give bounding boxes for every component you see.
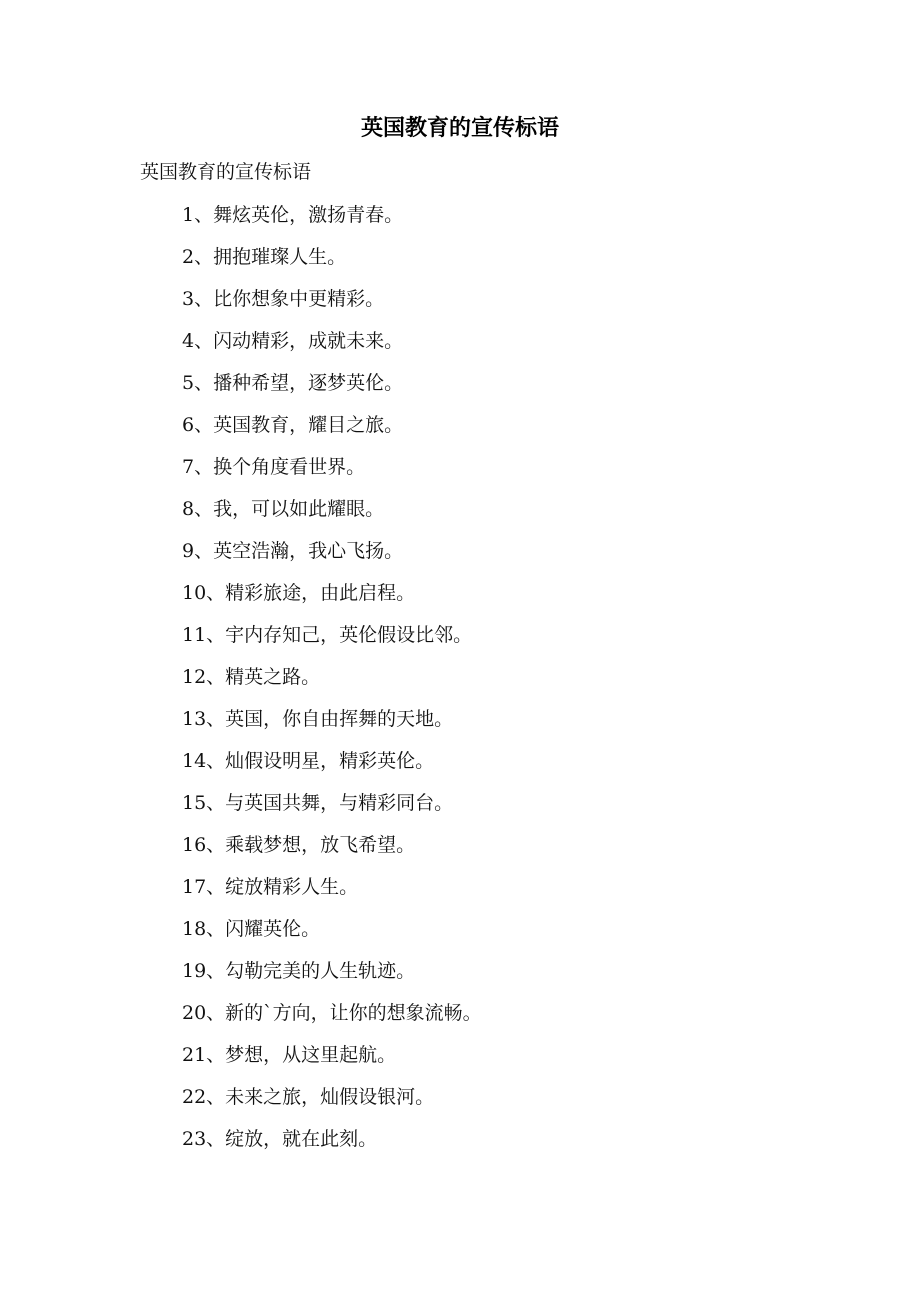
slogan-item: 14、灿假设明星，精彩英伦。 bbox=[182, 750, 435, 772]
document-subtitle: 英国教育的宣传标语 bbox=[140, 161, 312, 183]
slogan-item: 5、播种希望，逐梦英伦。 bbox=[182, 372, 404, 394]
slogan-item: 16、乘载梦想，放飞希望。 bbox=[182, 834, 416, 856]
slogan-item: 7、换个角度看世界。 bbox=[182, 456, 366, 478]
slogan-item: 11、宇内存知己，英伦假设比邻。 bbox=[182, 624, 473, 646]
slogan-item: 9、英空浩瀚，我心飞扬。 bbox=[182, 540, 404, 562]
slogan-item: 22、未来之旅，灿假设银河。 bbox=[182, 1086, 435, 1108]
slogan-item: 15、与英国共舞，与精彩同台。 bbox=[182, 792, 454, 814]
slogan-item: 4、闪动精彩，成就未来。 bbox=[182, 330, 404, 352]
slogan-item: 2、拥抱璀璨人生。 bbox=[182, 246, 347, 268]
slogan-item: 23、绽放，就在此刻。 bbox=[182, 1128, 378, 1150]
slogan-item: 21、梦想，从这里起航。 bbox=[182, 1044, 397, 1066]
slogan-item: 8、我，可以如此耀眼。 bbox=[182, 498, 385, 520]
slogan-item: 20、新的`方向，让你的想象流畅。 bbox=[182, 1002, 482, 1024]
document-title: 英国教育的宣传标语 bbox=[360, 115, 559, 141]
slogan-item: 6、英国教育，耀目之旅。 bbox=[182, 414, 404, 436]
slogan-item: 17、绽放精彩人生。 bbox=[182, 876, 359, 898]
slogan-item: 3、比你想象中更精彩。 bbox=[182, 288, 385, 310]
slogan-item: 19、勾勒完美的人生轨迹。 bbox=[182, 960, 416, 982]
slogan-list bbox=[182, 200, 482, 1166]
slogan-item: 1、舞炫英伦，激扬青春。 bbox=[182, 204, 404, 226]
slogan-item: 18、闪耀英伦。 bbox=[182, 918, 321, 940]
slogan-item: 13、英国，你自由挥舞的天地。 bbox=[182, 708, 454, 730]
slogan-item: 10、精彩旅途，由此启程。 bbox=[182, 582, 416, 604]
slogan-item: 12、精英之路。 bbox=[182, 666, 321, 688]
